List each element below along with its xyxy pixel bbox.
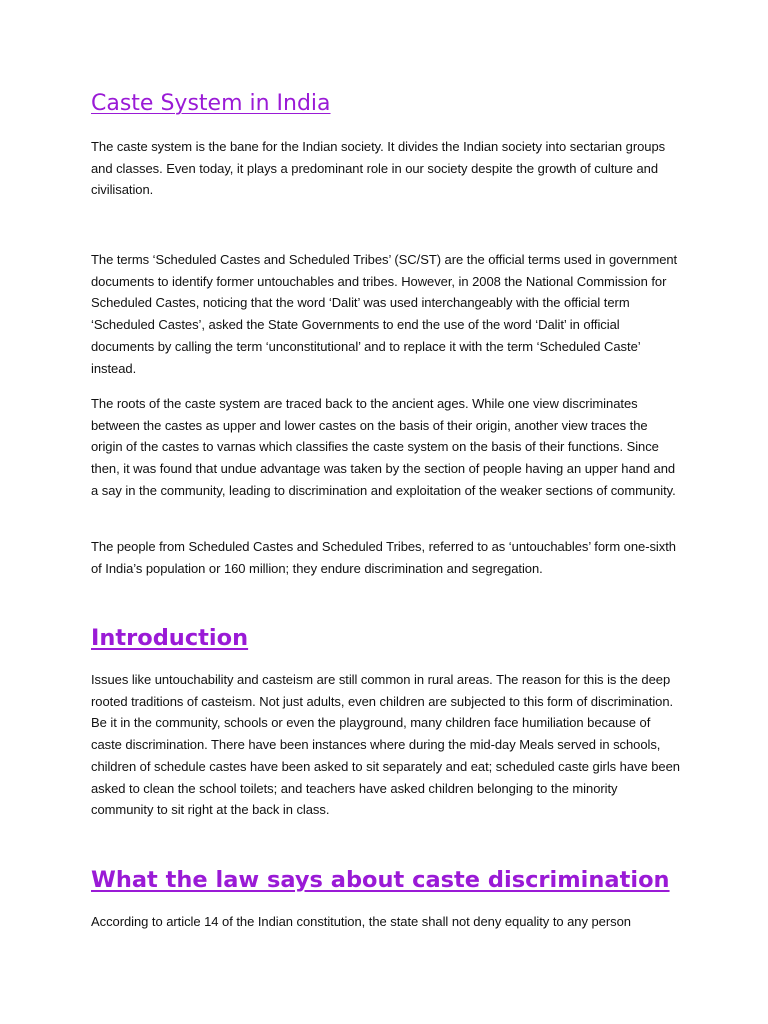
paragraph-article-14: According to article 14 of the Indian constitution, the state shall not deny equality to any person	[91, 914, 631, 929]
heading-introduction: Introduction	[91, 625, 249, 651]
paragraph-caste-roots: The roots of the caste system are traced back to the ancient ages. While one view discriminates between the castes as upper and lower castes on the basis of their origin, another view traces the origin of the castes to varnas which classifies the caste system on the basis of their functions. Since then, it was found that undue advantage was taken by the section of people having an upper hand and a say in the community, leading to discrimination and exploitation of the weaker sections of community.	[91, 396, 676, 498]
document-title: Caste System in India	[91, 91, 331, 116]
paragraph-intro-bane: The caste system is the bane for the Indian society. It divides the Indian society into sectarian groups and classes. Even today, it plays a predominant role in our society despite the growth of culture and civilisation.	[91, 139, 666, 198]
paragraph-untouchability: Issues like untouchability and casteism are still common in rural areas. The reason for this is the deep rooted traditions of casteism. Not just adults, even children are subjected to this form of discrimination. Be it in the community, schools or even the playground, many children face humiliation because of caste discrimination. There have been instances where during the mid-day Meals served in schools, children of schedule castes have been asked to sit separately and eat; scheduled caste girls have been asked to clean the school toilets; and teachers have asked children belonging to the minority community to sit right at the back in class.	[91, 672, 680, 818]
heading-law: What the law says about caste discrimination	[91, 867, 670, 893]
paragraph-population: The people from Scheduled Castes and Scheduled Tribes, referred to as ‘untouchables’ form one-sixth of India’s population or 160 million; they endure discrimination and segregation.	[91, 539, 676, 576]
paragraph-scheduled-castes-terms: The terms ‘Scheduled Castes and Scheduled Tribes’ (SC/ST) are the official terms used in government documents to identify former untouchables and tribes. However, in 2008 the National Commission for Scheduled Castes, noticing that the word ‘Dalit’ was used interchangeably with the official term ‘Scheduled Castes’, asked the State Governments to end the use of the word ‘Dalit’ in official documents by calling the term ‘unconstitutional’ and to replace it with the term ‘Scheduled Caste’ instead.	[91, 252, 678, 376]
